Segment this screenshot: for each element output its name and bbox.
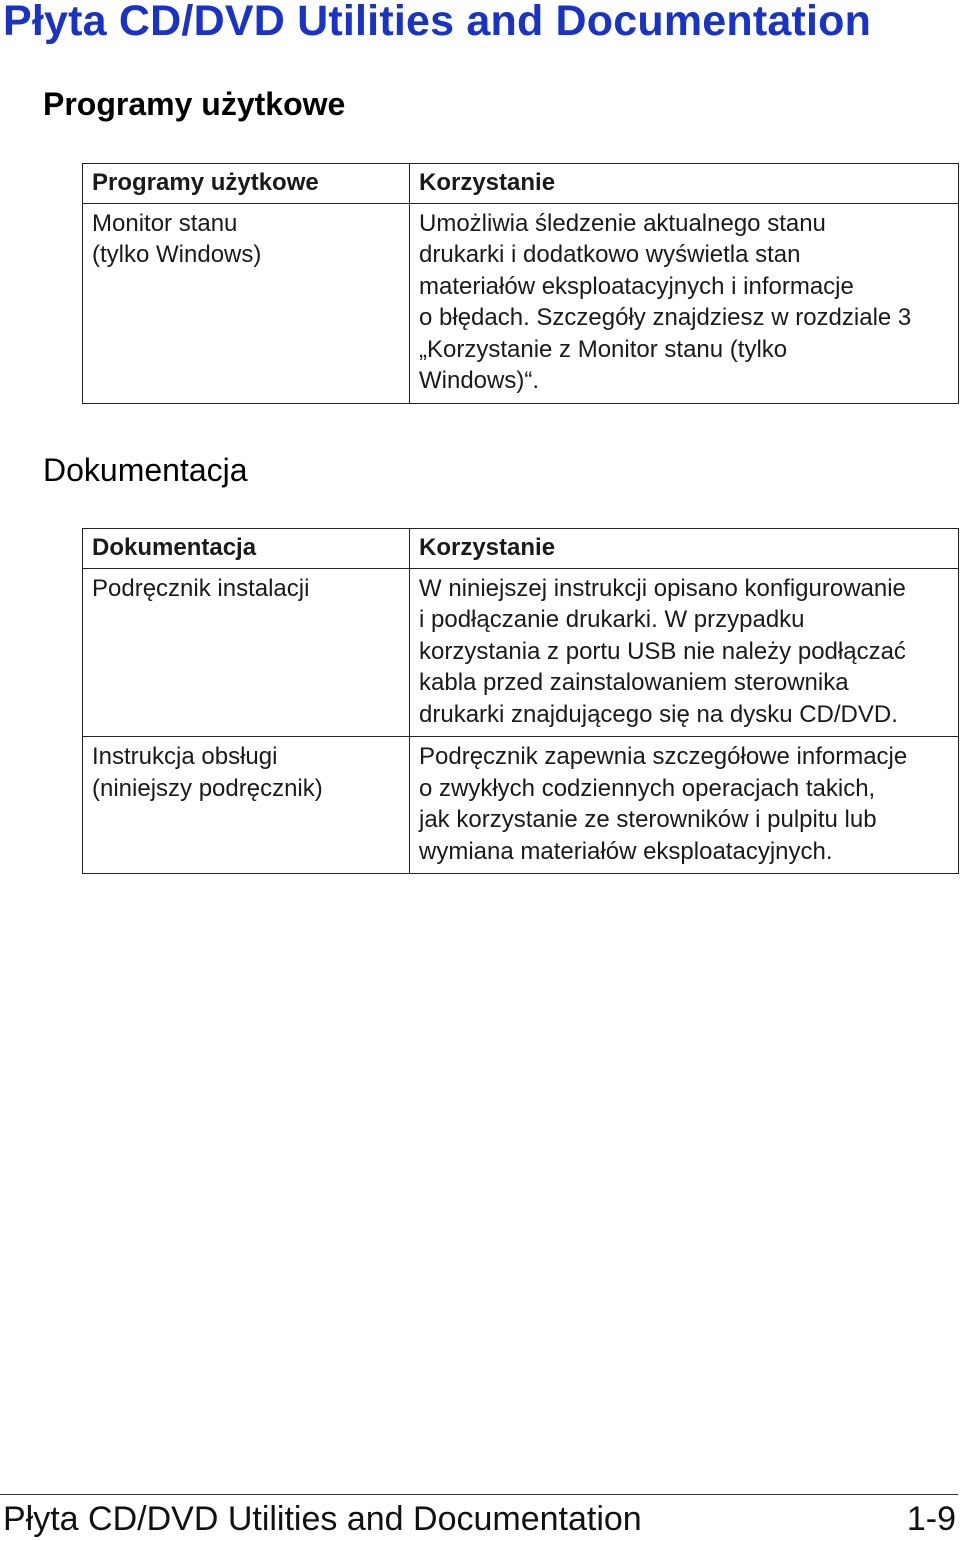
cell-line: Monitor stanu: [92, 209, 238, 237]
cell-line: korzystania z portu USB nie należy podłączać: [419, 637, 906, 665]
cell-line: Podręcznik instalacji: [92, 574, 310, 602]
column-header-usage: Korzystanie: [410, 164, 959, 204]
section-heading-utilities: Programy użytkowe: [43, 86, 346, 122]
cell-line: drukarki znajdującego się na dysku CD/DVD.: [419, 700, 898, 728]
cell-document-name: [83, 568, 410, 737]
table-row: [83, 203, 959, 403]
cell-line: Umożliwia śledzenie aktualnego stanu: [419, 209, 826, 237]
cell-usage: [410, 737, 959, 874]
cell-line: Instrukcja obsługi: [92, 743, 278, 770]
cell-line: i podłączanie drukarki. W przypadku: [419, 606, 805, 633]
column-header-document: Dokumentacja: [83, 529, 410, 569]
cell-line: W niniejszej instrukcji opisano konfigurowanie: [419, 574, 906, 602]
page-number: 1-9: [906, 1500, 956, 1538]
table-header-row: [83, 164, 959, 204]
table-header-row: [83, 529, 959, 569]
cell-line: Windows)“.: [419, 367, 540, 394]
documentation-table: [82, 528, 959, 874]
table-row: [83, 737, 959, 874]
cell-line: (tylko Windows): [92, 241, 262, 268]
cell-line: o błędach. Szczegóły znajdziesz w rozdziale 3: [419, 304, 912, 331]
cell-line: o zwykłych codziennych operacjach takich,: [419, 774, 876, 802]
column-header-usage: Korzystanie: [410, 529, 959, 569]
cell-line: jak korzystanie ze sterowników i pulpitu lub: [419, 806, 877, 833]
column-header-program: Programy użytkowe: [83, 164, 410, 204]
footer-title: Płyta CD/DVD Utilities and Documentation: [3, 1500, 642, 1538]
cell-line: materiałów eksploatacyjnych i informacje: [419, 272, 854, 300]
cell-line: (niniejszy podręcznik): [92, 774, 323, 802]
cell-line: kabla przed zainstalowaniem sterownika: [419, 669, 849, 696]
utilities-table: [82, 163, 959, 404]
footer-divider: [0, 1494, 958, 1495]
cell-document-name: [83, 737, 410, 874]
cell-line: Podręcznik zapewnia szczegółowe informacje: [419, 743, 908, 770]
cell-program-name: [83, 203, 410, 403]
cell-line: drukarki i dodatkowo wyświetla stan: [419, 241, 801, 268]
cell-usage: [410, 568, 959, 737]
table-row: [83, 568, 959, 737]
page-title: Płyta CD/DVD Utilities and Documentation: [3, 0, 872, 45]
section-heading-documentation: Dokumentacja: [43, 452, 248, 488]
cell-line: „Korzystanie z Monitor stanu (tylko: [419, 335, 788, 363]
cell-line: wymiana materiałów eksploatacyjnych.: [419, 837, 833, 865]
cell-usage: [410, 203, 959, 403]
